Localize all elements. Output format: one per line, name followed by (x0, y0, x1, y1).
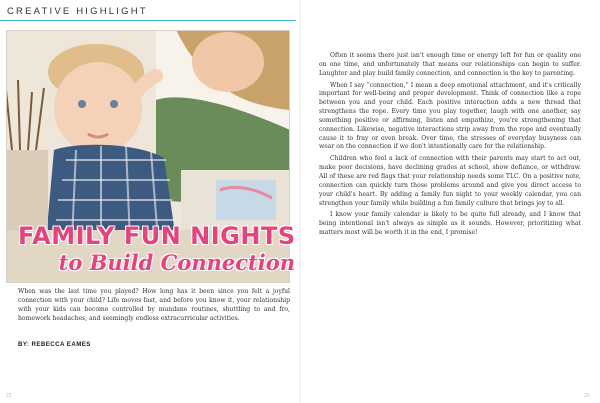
section-label: CREATIVE HIGHLIGHT (7, 6, 148, 17)
body-paragraph: Children who feel a lack of connection with their parents may start to act out, make poor decisions, have declining grades at school, show defiance, or withdraw. All of these are red flags that your relationship needs some TLC. On a positive note, connection can quickly turn those problems around and give you direct access to your child's heart. By adding a family fun night to your weekly calendar, you can strengthen your family while building a fun family culture that brings joy to all. (319, 155, 581, 207)
body-paragraph: When I say “connection,” I mean a deep emotional attachment, and it's critically important for well-being and proper development. Think of connection like a rope between you and your child. Each positive interaction adds a new thread that strengthens the rope. Every time you play together, laugh with one another, say something positive or affirming, listen and empathize, you're strengthening that connection. Likewise, negative interactions strip away from the rope and eventually cause it to fray or even break. Over time, the stresses of everyday busyness can wear on the connection if we don't intentionally care for the relationship. (319, 81, 581, 151)
intro-paragraph: When was the last time you played? How long has it been since you felt a joyful connection with your child? Life moves fast, and before you know it, your relationship with your kids can become controlled by mundane routines, shuttling to and fro, homework headaches, and seemingly endless extracurricular activities. (18, 288, 290, 323)
page-number-left: 22 (6, 393, 12, 399)
body-column (319, 52, 581, 241)
page-number-right: 23 (584, 393, 590, 399)
page-gutter (299, 0, 302, 403)
headline-line-1: FAMILY FUN NIGHTS (18, 222, 296, 250)
body-paragraph: Often it seems there just isn't enough time or energy left for fun or quality one on one time, and unfortunately that means our relationships can begin to suffer. Laughter and play build family connection, and connection is the key to parenting. (319, 52, 581, 77)
author-byline: BY: REBECCA EAMES (18, 341, 91, 348)
body-paragraph: I know your family calendar is likely to be quite full already, and I know that being intentional isn't always as simple as it sounds. However, prioritizing what matters most will be worth it in the end, I promise! (319, 211, 581, 237)
header-rule (0, 20, 296, 21)
headline-line-2: to Build Connection (58, 250, 295, 275)
